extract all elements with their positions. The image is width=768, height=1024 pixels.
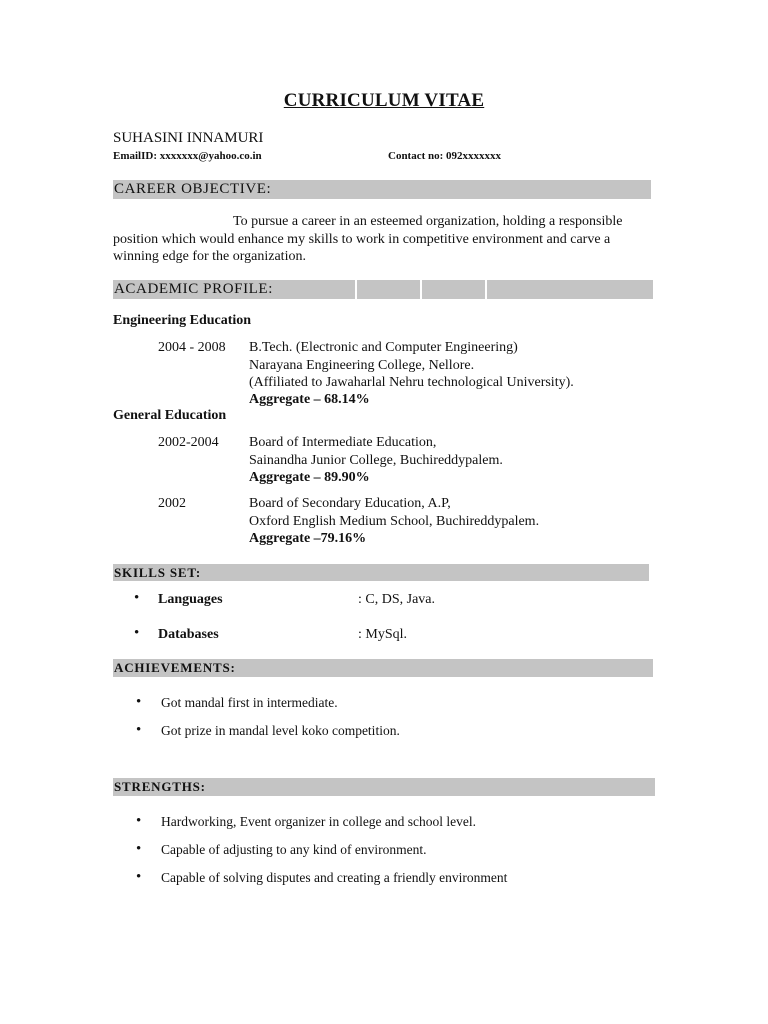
secondary-aggregate: Aggregate –79.16% (249, 531, 367, 546)
page-title: CURRICULUM VITAE (283, 90, 485, 111)
strength-item: Capable of solving disputes and creating a friendly environment (161, 870, 508, 885)
secondary-board: Board of Secondary Education, A.P, (249, 496, 451, 511)
email-line: EmailID: xxxxxxx@yahoo.co.in (113, 150, 262, 162)
table-divider (485, 280, 487, 299)
intermediate-college: Sainandha Junior College, Buchireddypalem. (249, 453, 503, 468)
bullet-icon: • (136, 722, 142, 738)
secondary-years: 2002 (158, 496, 186, 511)
bullet-icon: • (136, 694, 142, 710)
intermediate-aggregate: Aggregate – 89.90% (249, 470, 370, 485)
strengths-heading-bar (113, 778, 655, 796)
skill-label-databases: Databases (158, 627, 219, 642)
achievement-item: Got mandal first in intermediate. (161, 695, 338, 710)
skill-value-languages: : C, DS, Java. (358, 592, 435, 607)
academic-profile-heading-bar (113, 280, 653, 299)
objective-line-1: To pursue a career in an esteemed organization, holding a responsible (233, 214, 623, 229)
bullet-icon: • (136, 813, 142, 829)
engineering-years: 2004 - 2008 (158, 340, 226, 355)
candidate-name: SUHASINI INNAMURI (113, 130, 264, 146)
engineering-college: Narayana Engineering College, Nellore. (249, 358, 475, 373)
bullet-icon: • (136, 841, 142, 857)
bullet-icon: • (136, 869, 142, 885)
general-education-heading: General Education (113, 408, 227, 423)
objective-line-3: winning edge for the organization. (113, 249, 306, 264)
bullet-icon: • (134, 625, 140, 641)
engineering-degree: B.Tech. (Electronic and Computer Engineering) (249, 340, 518, 355)
achievement-item: Got prize in mandal level koko competition. (161, 723, 400, 738)
engineering-aggregate: Aggregate – 68.14% (249, 392, 370, 407)
table-divider (420, 280, 422, 299)
skills-heading: SKILLS SET: (114, 565, 201, 580)
strength-item: Capable of adjusting to any kind of environment. (161, 842, 427, 857)
career-objective-heading-bar (113, 180, 651, 199)
secondary-school: Oxford English Medium School, Buchireddypalem. (249, 514, 540, 529)
table-divider (355, 280, 357, 299)
bullet-icon: • (134, 590, 140, 606)
skill-label-languages: Languages (158, 592, 223, 607)
strengths-heading: STRENGTHS: (114, 779, 206, 794)
achievements-heading-bar (113, 659, 653, 677)
skill-value-databases: : MySql. (358, 627, 408, 642)
career-objective-heading: CAREER OBJECTIVE: (114, 181, 272, 197)
engineering-education-heading: Engineering Education (113, 313, 252, 328)
strength-item: Hardworking, Event organizer in college and school level. (161, 814, 477, 829)
intermediate-board: Board of Intermediate Education, (249, 435, 437, 450)
contact-line: Contact no: 092xxxxxxx (388, 150, 502, 162)
skills-heading-bar (113, 564, 649, 581)
achievements-heading: ACHIEVEMENTS: (114, 660, 236, 675)
objective-line-2: position which would enhance my skills to work in competitive environment and carve a (113, 232, 611, 247)
engineering-affiliation: (Affiliated to Jawaharlal Nehru technological University). (249, 375, 574, 390)
intermediate-years: 2002-2004 (158, 435, 219, 450)
academic-profile-heading: ACADEMIC PROFILE: (114, 281, 273, 297)
